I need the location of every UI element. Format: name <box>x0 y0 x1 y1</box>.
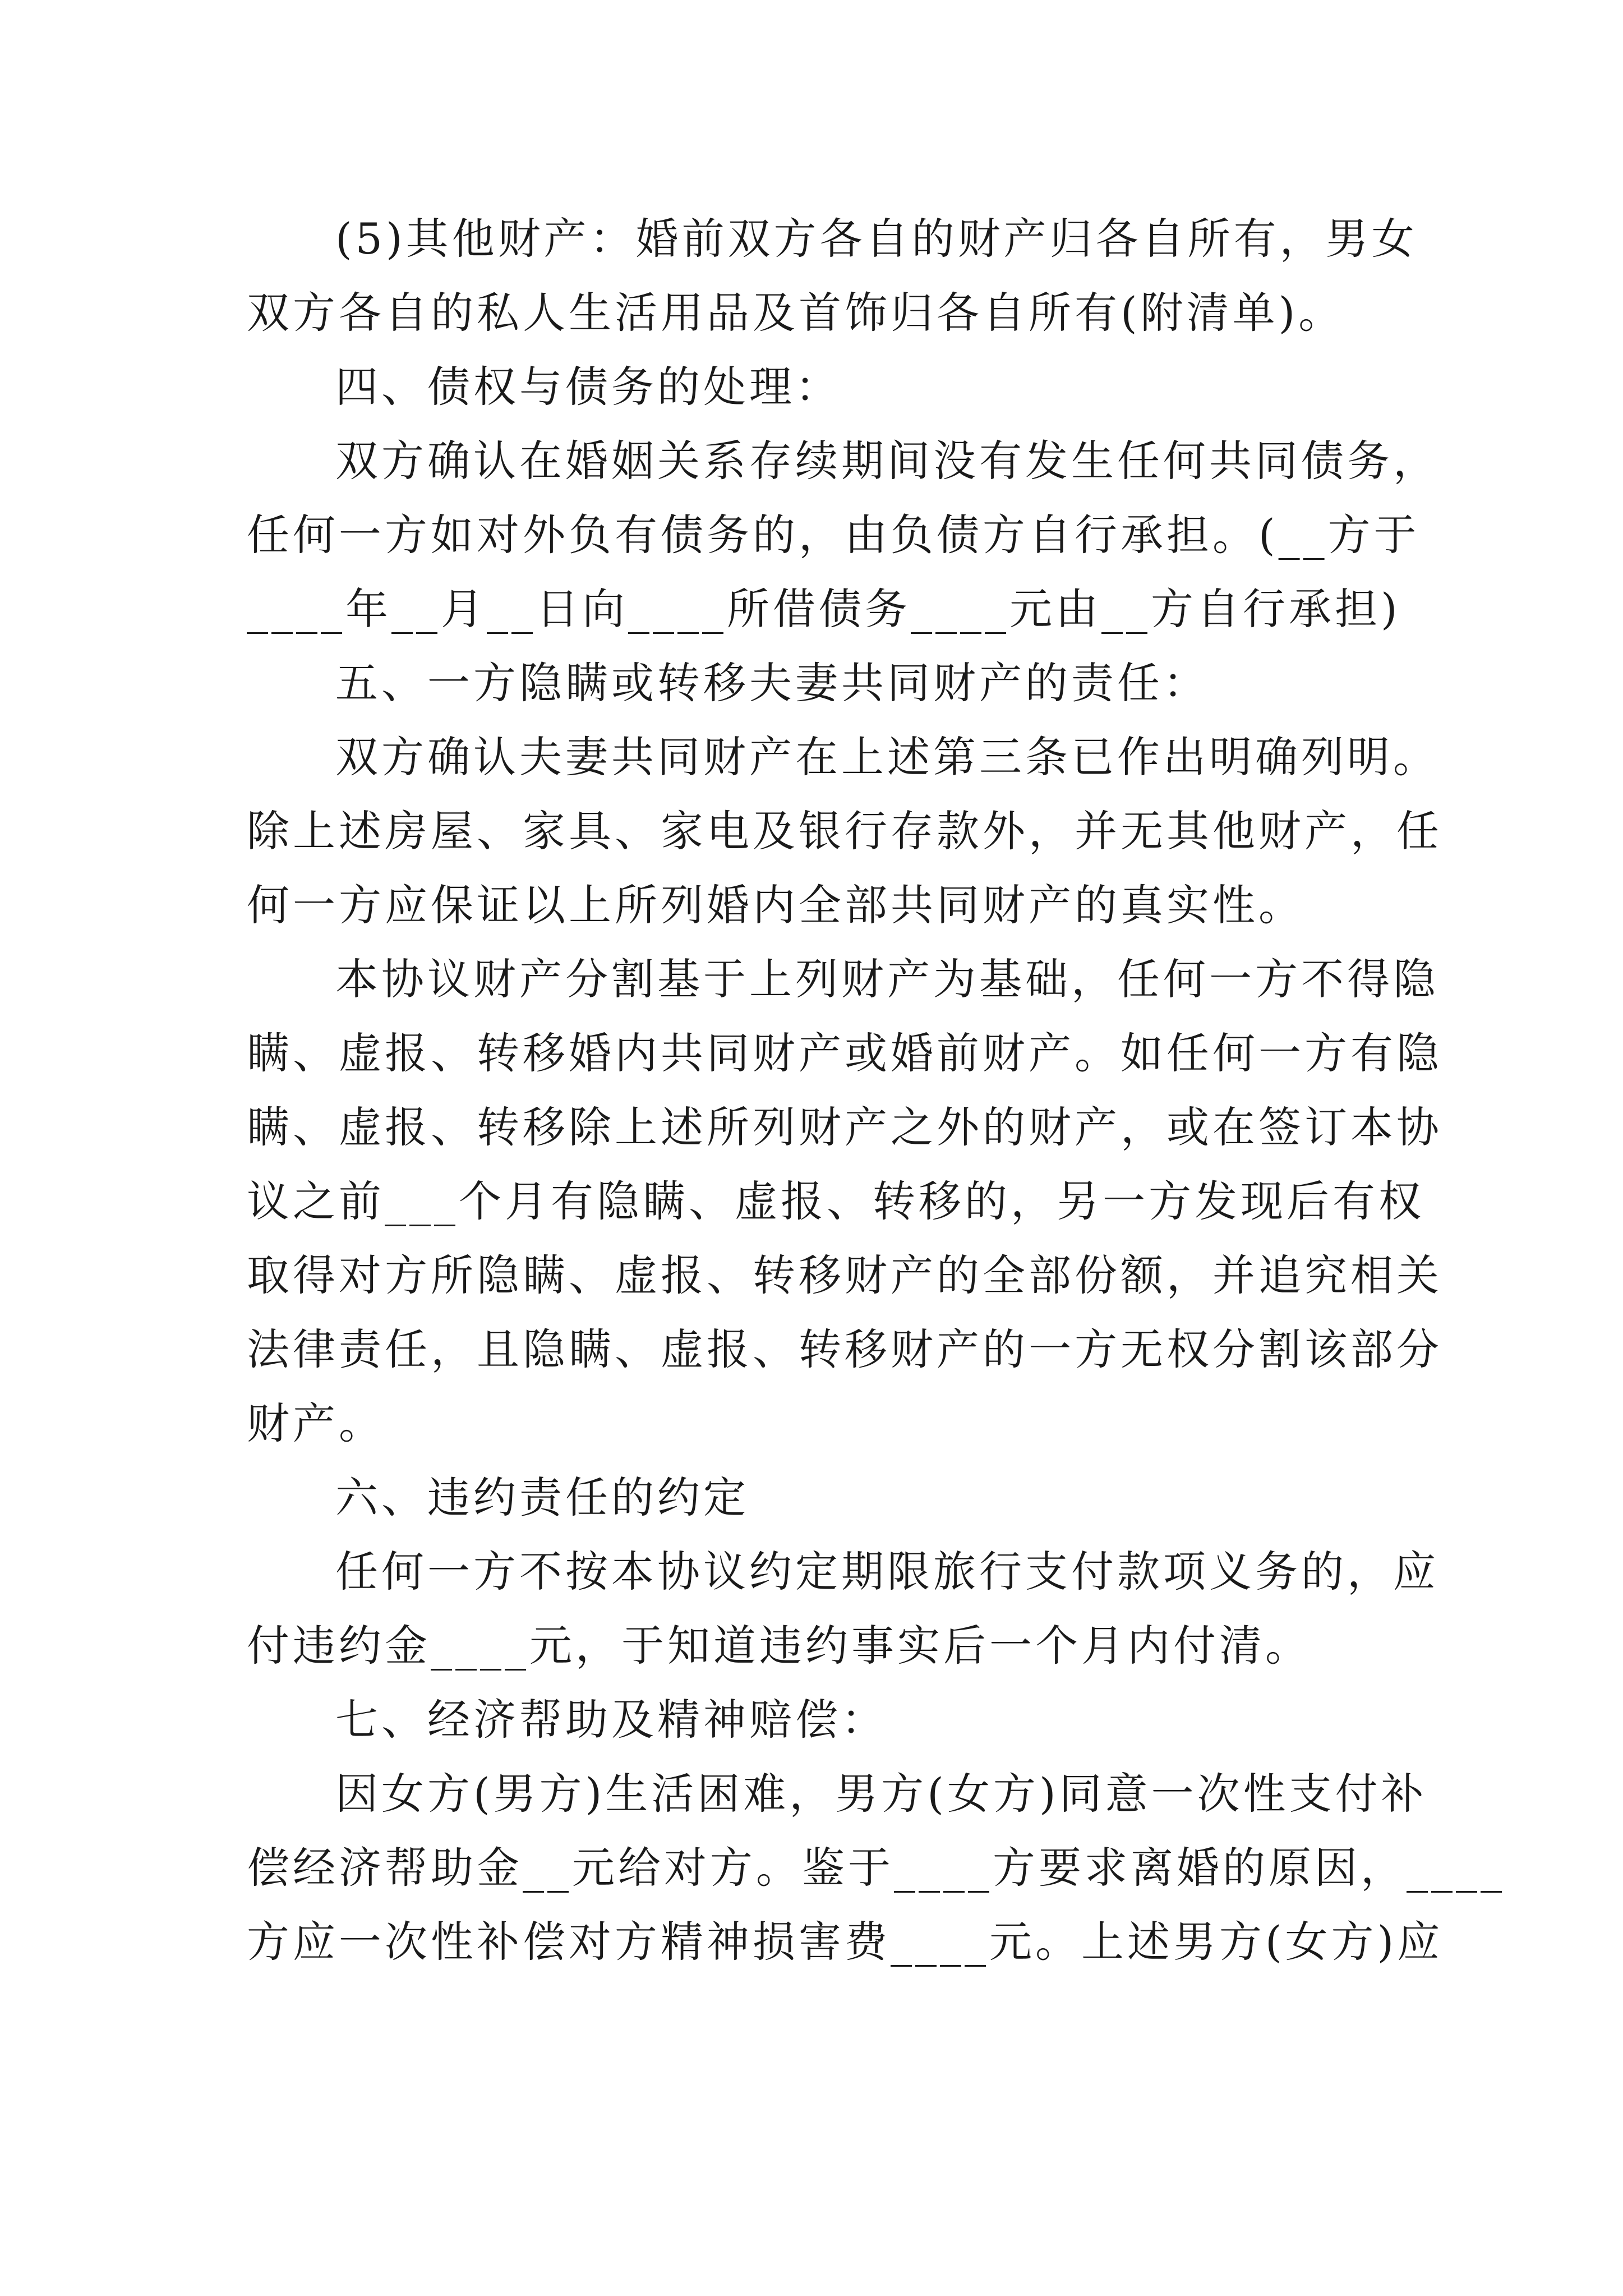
text-line: 方应一次性补偿对方精神损害费____元。上述男方(女方)应 <box>247 1917 1444 1967</box>
text-line: 议之前___个月有隐瞒、虚报、转移的，另一方发现后有权 <box>247 1176 1424 1226</box>
text-line: 偿经济帮助金__元给对方。鉴于____方要求离婚的原因，____ <box>247 1843 1505 1893</box>
text-line: 任何一方不按本协议约定期限旅行支付款项义务的，应 <box>335 1547 1439 1596</box>
text-line: 双方各自的私人生活用品及首饰归各自所有(附清单)。 <box>247 288 1345 338</box>
text-line: 取得对方所隐瞒、虚报、转移财产的全部份额，并追究相关 <box>247 1250 1442 1300</box>
text-line: (5)其他财产：婚前双方各自的财产归各自所有，男女 <box>335 214 1418 264</box>
text-line: 双方确认夫妻共同财产在上述第三条已作出明确列明。 <box>335 732 1439 782</box>
section-heading: 六、违约责任的约定 <box>335 1473 749 1522</box>
text-line: 付违约金____元，于知道违约事实后一个月内付清。 <box>247 1621 1311 1671</box>
text-line: 瞒、虚报、转移婚内共同财产或婚前财产。如任何一方有隐 <box>247 1028 1442 1078</box>
text-line: 因女方(男方)生活困难，男方(女方)同意一次性支付补 <box>335 1769 1427 1819</box>
text-line: 瞒、虚报、转移除上述所列财产之外的财产，或在签订本协 <box>247 1102 1442 1152</box>
text-line: 财产。 <box>247 1398 385 1448</box>
text-line: 本协议财产分割基于上列财产为基础，任何一方不得隐 <box>335 954 1439 1004</box>
section-heading: 四、债权与债务的处理： <box>335 362 841 412</box>
text-line: 法律责任，且隐瞒、虚报、转移财产的一方无权分割该部分 <box>247 1324 1442 1374</box>
text-line: 任何一方如对外负有债务的，由负债方自行承担。(__方于 <box>247 510 1420 560</box>
text-line: 双方确认在婚姻关系存续期间没有发生任何共同债务， <box>335 436 1439 486</box>
text-line: 除上述房屋、家具、家电及银行存款外，并无其他财产，任 <box>247 806 1442 856</box>
text-line: 何一方应保证以上所列婚内全部共同财产的真实性。 <box>247 880 1304 930</box>
document-body <box>247 202 1505 1979</box>
text-line: ____年__月__日向____所借债务____元由__方自行承担) <box>247 584 1401 634</box>
section-heading: 七、经济帮助及精神赔偿： <box>335 1695 887 1745</box>
section-heading: 五、一方隐瞒或转移夫妻共同财产的责任： <box>335 658 1209 708</box>
